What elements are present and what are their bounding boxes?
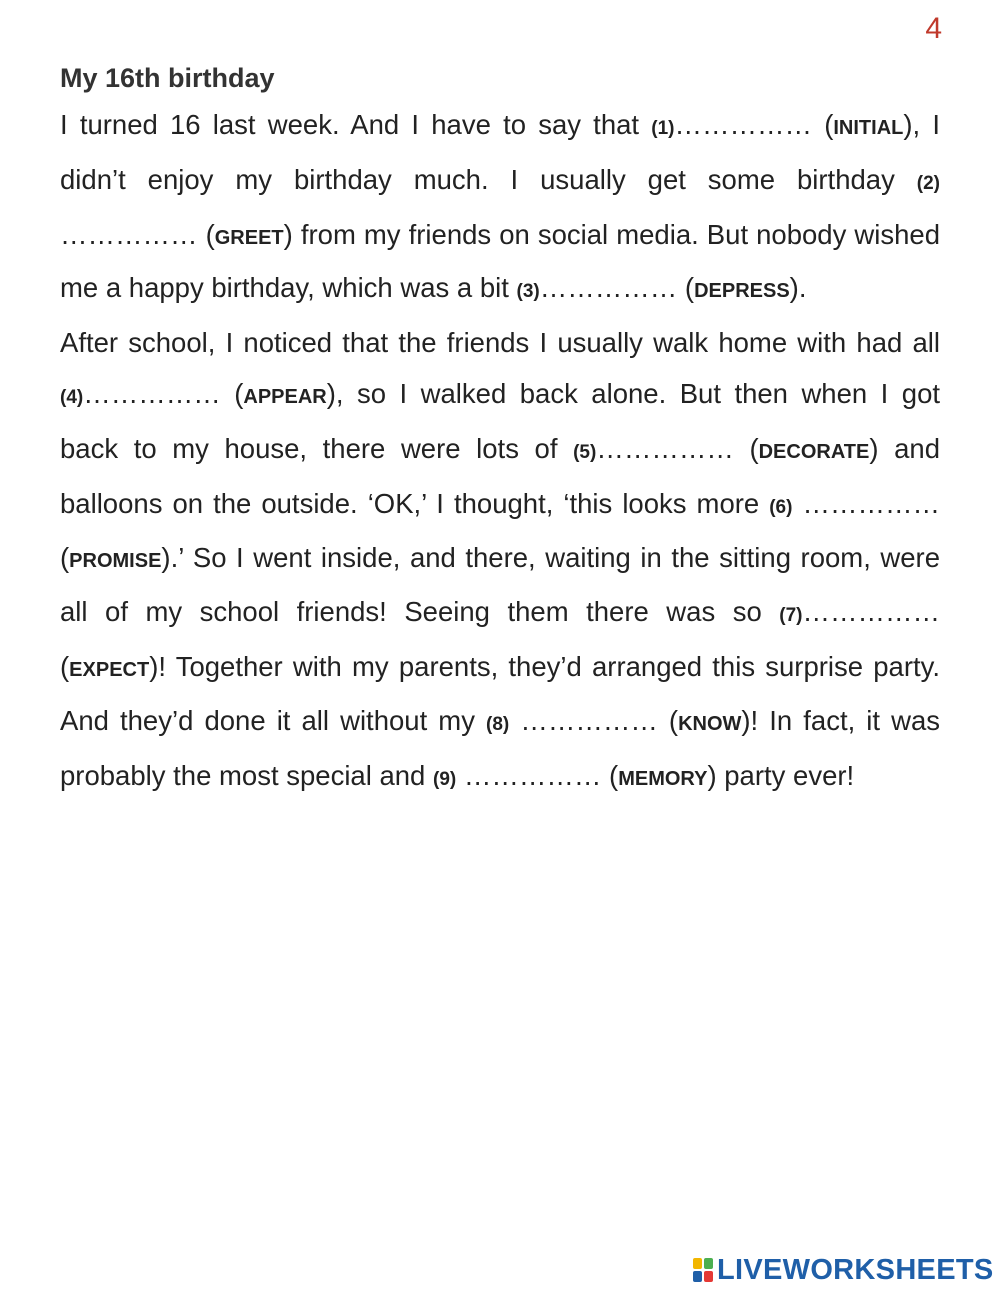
passage-text: I turned 16 last week. And I have to say that bbox=[60, 109, 652, 140]
answer-blank[interactable]: …………… bbox=[596, 432, 750, 464]
liveworksheets-logo-icon bbox=[692, 1257, 714, 1283]
root-word: GREET bbox=[214, 226, 284, 249]
passage-text: ( bbox=[824, 109, 834, 140]
passage-text: ) from my friends on social media. But nobody wished me a happy birthday, which was a bit bbox=[60, 218, 941, 304]
passage-text: ( bbox=[609, 759, 619, 791]
passage-text: ( bbox=[749, 432, 759, 464]
passage-text: ) party ever! bbox=[707, 759, 855, 791]
question-number: (8) bbox=[486, 713, 510, 735]
question-number: (2) bbox=[916, 172, 940, 194]
question-number: (3) bbox=[516, 281, 540, 303]
passage-text: ( bbox=[234, 377, 244, 409]
passage-text: ), so I walked back alone. But then when I got back to my house, there were lots of bbox=[60, 377, 941, 464]
page-number: 4 bbox=[925, 12, 942, 45]
root-word: KNOW bbox=[678, 712, 742, 735]
question-number: (6) bbox=[769, 496, 793, 518]
liveworksheets-logo[interactable] bbox=[692, 1253, 994, 1287]
root-word: EXPECT bbox=[69, 658, 150, 681]
liveworksheets-logo-text: LIVEWORKSHEETS bbox=[717, 1253, 994, 1286]
passage-text: )! Together with my parents, they’d arranged this surprise party. And they’d done it all without my bbox=[60, 650, 940, 736]
worksheet-content bbox=[60, 56, 940, 805]
passage-text: ( bbox=[668, 704, 679, 736]
passage-text: ), I didn’t enjoy my birthday much. I usually get some birthday bbox=[60, 109, 940, 195]
question-number: (4) bbox=[60, 386, 84, 408]
passage-text: ). bbox=[789, 272, 807, 304]
paragraph-1 bbox=[60, 100, 940, 318]
answer-blank[interactable]: …………… bbox=[60, 218, 206, 250]
root-word: INITIAL bbox=[833, 117, 904, 139]
passage-text: ( bbox=[60, 650, 70, 682]
passage-text: ( bbox=[205, 218, 215, 250]
root-word: MEMORY bbox=[618, 767, 708, 790]
answer-blank[interactable]: …………… bbox=[539, 272, 685, 304]
passage-text: ) and balloons on the outside. ‘OK,’ I thought, ‘this looks more bbox=[60, 432, 941, 519]
root-word: DEPRESS bbox=[694, 280, 790, 303]
answer-blank[interactable]: …………… bbox=[802, 596, 940, 628]
answer-blank[interactable]: …………… bbox=[509, 704, 669, 736]
root-word: APPEAR bbox=[243, 385, 327, 408]
passage-text: After school, I noticed that the friends I usually walk home with had all bbox=[60, 327, 940, 359]
worksheet-title: My 16th birthday bbox=[60, 63, 275, 93]
passage-text: ).’ So I went inside, and there, waiting in the sitting room, were all of my school friends! Seeing them there was so bbox=[60, 542, 940, 628]
question-number: (5) bbox=[573, 441, 597, 463]
passage-text: )! In fact, it was probably the most special and bbox=[60, 704, 941, 791]
question-number: (7) bbox=[779, 605, 803, 627]
answer-blank[interactable]: …………… bbox=[674, 109, 825, 140]
answer-blank[interactable]: …………… bbox=[792, 487, 940, 519]
question-number: (9) bbox=[433, 768, 457, 790]
root-word: PROMISE bbox=[69, 550, 162, 573]
root-word: DECORATE bbox=[758, 440, 870, 463]
answer-blank[interactable]: …………… bbox=[83, 377, 235, 409]
paragraph-2 bbox=[60, 318, 940, 805]
passage-text: ( bbox=[684, 272, 695, 304]
passage-text: ( bbox=[60, 542, 70, 574]
answer-blank[interactable]: …………… bbox=[456, 759, 610, 791]
question-number: (1) bbox=[651, 118, 675, 139]
